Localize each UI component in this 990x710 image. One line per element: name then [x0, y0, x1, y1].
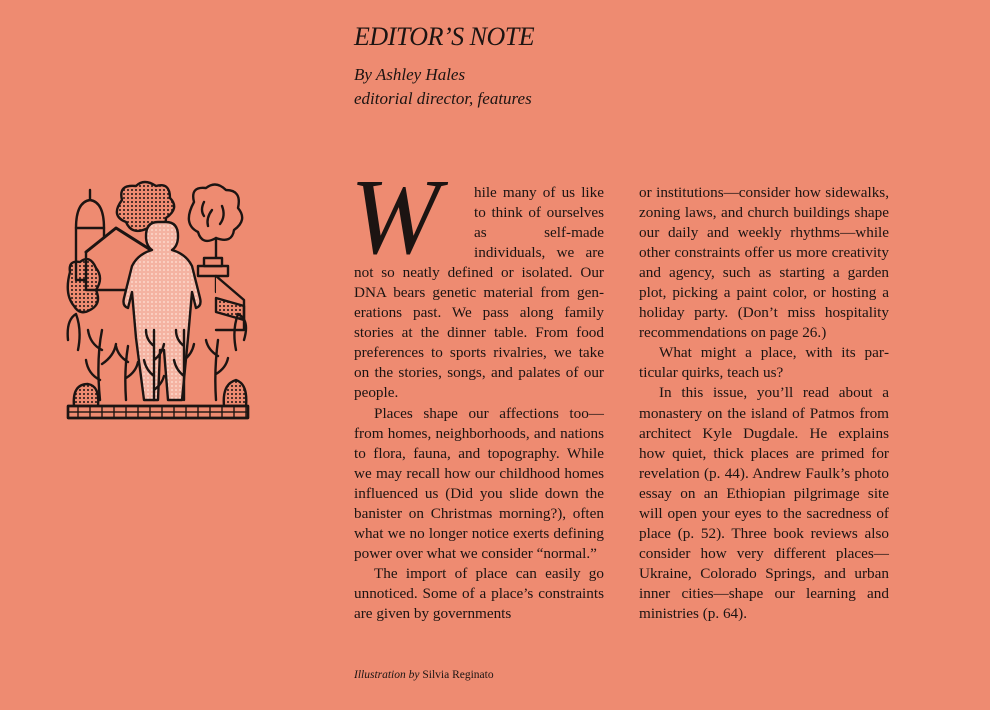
- page-title: EDITOR’S NOTE: [354, 22, 535, 51]
- person-house-garden-illustration-icon: [66, 180, 250, 420]
- article-paragraph-1: [350, 158, 604, 404]
- illustration-credit: [354, 669, 494, 681]
- article-paragraph-5: In this issue, you’ll read about a monastery on the island of Patmos from architect Kyle Dugdale. He explains how quiet, thick places are primed for revelation (p. 44). Andrew Faulk’s photo essay on an Ethiopian pilgrimage site will open your eyes to the sacredness of place (p. 52). Three book reviews also consider how very different places—Ukraine, Colorado Springs, and urban inner cities—shape our learning and ministries (p. 64).: [639, 384, 889, 622]
- article-paragraph-3-continued: or institutions—consider how sidewalks, zoning laws, and church buildings shape our daily and weekly rhythms—while other constraints offer us more creativity and agency, such as starting a garden plot, picking a paint color, or hosting a holiday party. (Don’t miss hospitality recommendations on page 26.): [639, 184, 889, 342]
- author-name: By Ashley Hales: [354, 65, 466, 84]
- article-paragraph-3: The import of place can easily go unnoticed. Some of a place’s constraints are given by governments: [354, 564, 604, 622]
- byline: [354, 63, 532, 111]
- article-paragraph-4: What might a place, with its particular quirks, teach us?: [639, 344, 889, 382]
- credit-label: Illustration by: [354, 669, 420, 681]
- article-paragraph-1-text: hile many of us like to think of ourselves as self-made individuals, we are not so neatly defined or isolated. Our DNA bears genetic material from generations past. We pass along family stories at the dinner table. From food preferences to sports rivalries, we take on the stories, songs, and palates of our people.: [354, 184, 604, 402]
- article-column-2: [639, 183, 889, 624]
- article-column-1: [350, 158, 604, 624]
- article-paragraph-2: Places shape our affections too—from homes, neighborhoods, and nations to flora, fauna, and topography. While we may recall how our childhood homes influenced us (Did you slide down the banister on Christmas morning?), often what we no longer notice exerts defining power over what we consider “normal.”: [354, 404, 604, 562]
- author-role: editorial director, features: [354, 89, 532, 108]
- credit-name: Silvia Reginato: [422, 669, 494, 681]
- drop-cap: W: [350, 158, 436, 277]
